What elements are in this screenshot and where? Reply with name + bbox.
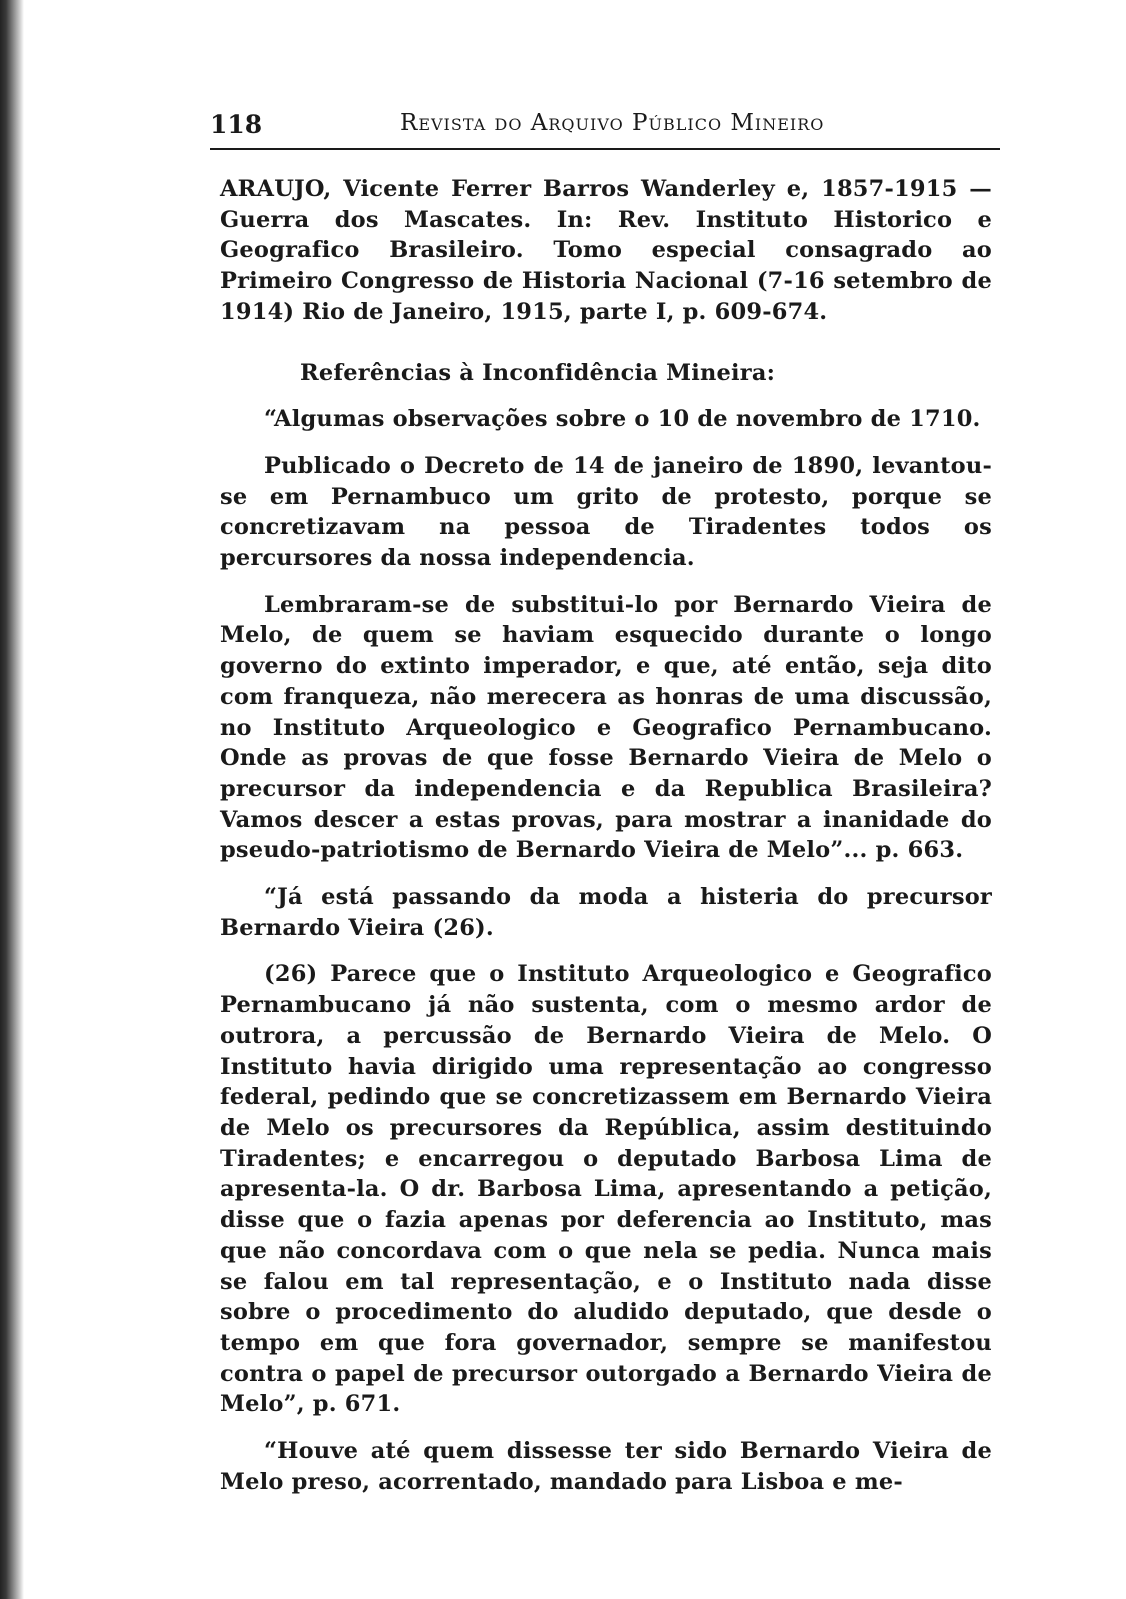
page-number: 118: [210, 110, 263, 139]
journal-title: Revista do Arquivo Público Mineiro: [400, 110, 825, 136]
paragraph-decree: Publicado o Decreto de 14 de janeiro de 1890, levantou-se em Pernambuco um grito de protesto, porque se concretizavam na pessoa de Tiradentes todos os percursores da nossa independencia.: [220, 452, 992, 572]
paragraph-quote-3: “Houve até quem dissesse ter sido Bernardo Vieira de Melo preso, acorrentado, mandado para Lisboa e me-: [220, 1438, 992, 1495]
bibliographic-citation: ARAUJO, Vicente Ferrer Barros Wanderley e, 1857-1915 — Guerra dos Mascates. In: Rev. Instituto Historico e Geografico Brasileiro. Tomo especial consagrado ao Primeiro Congresso de Historia Nacional (7-16 setembro de 1914) Rio de Janeiro, 1915, parte I, p. 609-674.: [220, 176, 992, 325]
paragraph-quote-2: “Já está passando da moda a histeria do precursor Bernardo Vieira (26).: [220, 884, 992, 941]
paragraph-substitution: Lembraram-se de substitui-lo por Bernardo Vieira de Melo, de quem se haviam esquecido durante o longo governo do extinto imperador, e que, até então, seja dito com franqueza, não merecera as honras de uma discussão, no Instituto Arqueologico e Geografico Pernambucano. Onde as provas de que fosse Bernardo Vieira de Melo o precursor da independencia e da Republica Brasileira? Vamos descer a estas provas, para mostrar a inanidade do pseudo-patriotismo de Bernardo Vieira de Melo”... p. 663.: [220, 591, 992, 864]
paragraph-quote-1: “Algumas observações sobre o 10 de novembro de 1710.: [264, 406, 981, 433]
scan-binding-edge: [0, 0, 24, 1599]
header-rule: [210, 148, 1000, 150]
running-head: [210, 108, 1010, 144]
section-heading: Referências à Inconfidência Mineira:: [300, 359, 776, 386]
document-page: [210, 108, 1010, 1495]
footnote-26: (26) Parece que o Instituto Arqueologico e Geografico Pernambucano já não sustenta, com o mesmo ardor de outrora, a percussão de Bernardo Vieira de Melo. O Instituto havia dirigido uma representação ao congresso federal, pedindo que se concretizassem em Bernardo Vieira de Melo os precursores da República, assim destituindo Tiradentes; e encarregou o deputado Barbosa Lima de apresenta-la. O dr. Barbosa Lima, apresentando a petição, disse que o fazia apenas por deferencia ao Instituto, mas que não concordava com o que nela se pedia. Nunca mais se falou em tal representação, e o Instituto nada disse sobre o procedimento do aludido deputado, que desde o tempo em que fora governador, sempre se manifestou contra o papel de precursor outorgado a Bernardo Vieira de Melo”, p. 671.: [220, 961, 992, 1418]
body-text: [220, 174, 992, 1497]
